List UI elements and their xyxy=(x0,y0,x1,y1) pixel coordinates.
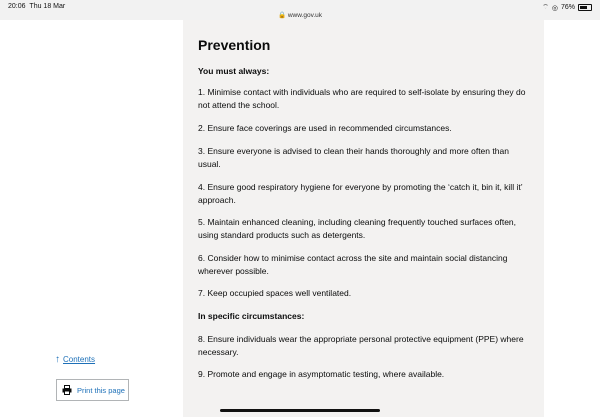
status-time: 20:06 Thu 18 Mar xyxy=(8,3,66,10)
list-item: 3. Ensure everyone is advised to clean their hands thoroughly and more often than usual. xyxy=(198,146,509,169)
list-item: 8. Ensure individuals wear the appropriate personal protective equipment (PPE) where necessary. xyxy=(198,334,524,357)
home-indicator[interactable] xyxy=(220,409,380,412)
page-title: Prevention xyxy=(198,37,271,53)
list-item: 9. Promote and engage in asymptomatic testing, where available. xyxy=(198,369,445,379)
list-item: 4. Ensure good respiratory hygiene for everyone by promoting the ‘catch it, bin it, kill it’ approach. xyxy=(198,182,523,205)
arrow-up-icon: ↑ xyxy=(55,353,60,365)
battery-percent: 76% xyxy=(560,4,575,11)
print-label: Print this page xyxy=(77,385,125,395)
specific-heading: In specific circumstances: xyxy=(198,311,305,321)
contents-link[interactable]: ↑ Contents xyxy=(55,353,96,365)
printer-icon xyxy=(62,385,72,395)
list-item: 6. Consider how to minimise contact across the site and maintain social distancing wherever possible. xyxy=(198,253,508,276)
must-always-heading: You must always: xyxy=(198,66,270,76)
content-panel xyxy=(183,20,544,417)
wifi-icon: ⌔ xyxy=(542,4,549,11)
list-item: 2. Ensure face coverings are used in recommended circumstances. xyxy=(198,123,452,133)
status-indicators xyxy=(542,3,592,12)
address-bar[interactable]: 🔒 www.gov.uk xyxy=(277,12,323,19)
list-item: 7. Keep occupied spaces well ventilated. xyxy=(198,288,352,298)
url-text: www.gov.uk xyxy=(287,12,323,19)
print-button[interactable] xyxy=(56,379,129,401)
list-item: 5. Maintain enhanced cleaning, including cleaning frequently touched surfaces often, using standard products such as detergents. xyxy=(198,217,517,240)
battery-icon xyxy=(578,4,592,11)
location-icon: ◎ xyxy=(551,4,558,12)
status-bar xyxy=(0,0,600,20)
list-item: 1. Minimise contact with individuals who are required to self-isolate by ensuring they do not attend the school. xyxy=(198,87,526,110)
